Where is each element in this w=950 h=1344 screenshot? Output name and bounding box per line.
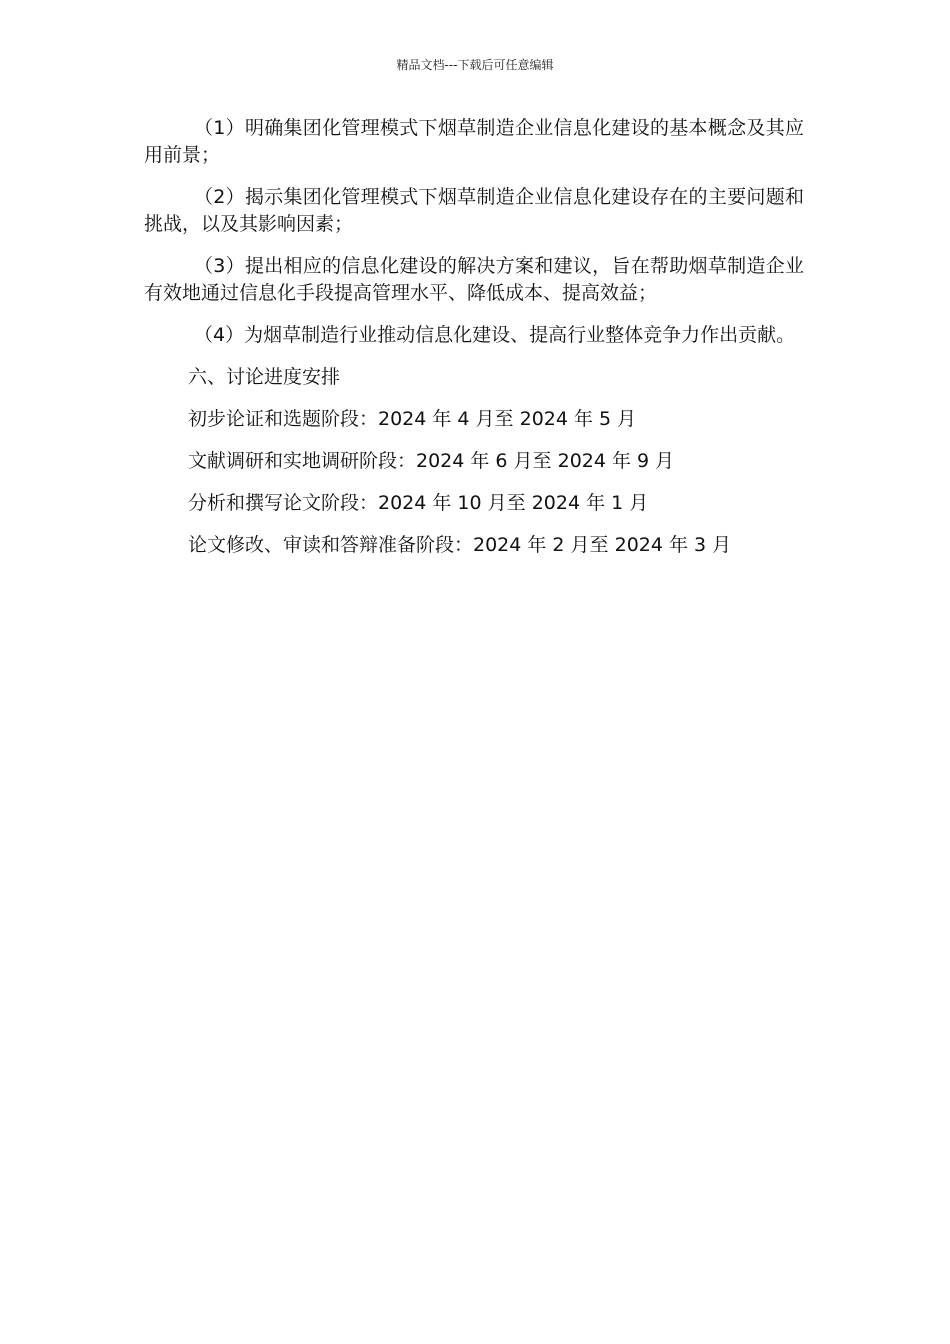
objective-paragraph-4: （4）为烟草制造行业推动信息化建设、提高行业整体竞争力作出贡献。 — [194, 324, 796, 346]
page-header: 精品文档---下载后可任意编辑 — [396, 58, 554, 72]
schedule-item: 论文修改、审读和答辩准备阶段：2024 年 2 月至 2024 年 3 月 — [188, 534, 732, 556]
document-body — [144, 115, 804, 574]
schedule-item: 分析和撰写论文阶段：2024 年 10 月至 2024 年 1 月 — [188, 492, 649, 514]
objective-paragraph-2: （2）揭示集团化管理模式下烟草制造企业信息化建设存在的主要问题和挑战，以及其影响因素； — [144, 186, 804, 235]
section-heading: 六、讨论进度安排 — [188, 366, 341, 388]
schedule-item: 文献调研和实地调研阶段：2024 年 6 月至 2024 年 9 月 — [188, 450, 675, 472]
objective-paragraph-1: （1）明确集团化管理模式下烟草制造企业信息化建设的基本概念及其应用前景； — [144, 117, 804, 166]
schedule-item: 初步论证和选题阶段：2024 年 4 月至 2024 年 5 月 — [188, 408, 637, 430]
objective-paragraph-3: （3）提出相应的信息化建设的解决方案和建议，旨在帮助烟草制造企业有效地通过信息化手段提高管理水平、降低成本、提高效益； — [144, 255, 804, 304]
